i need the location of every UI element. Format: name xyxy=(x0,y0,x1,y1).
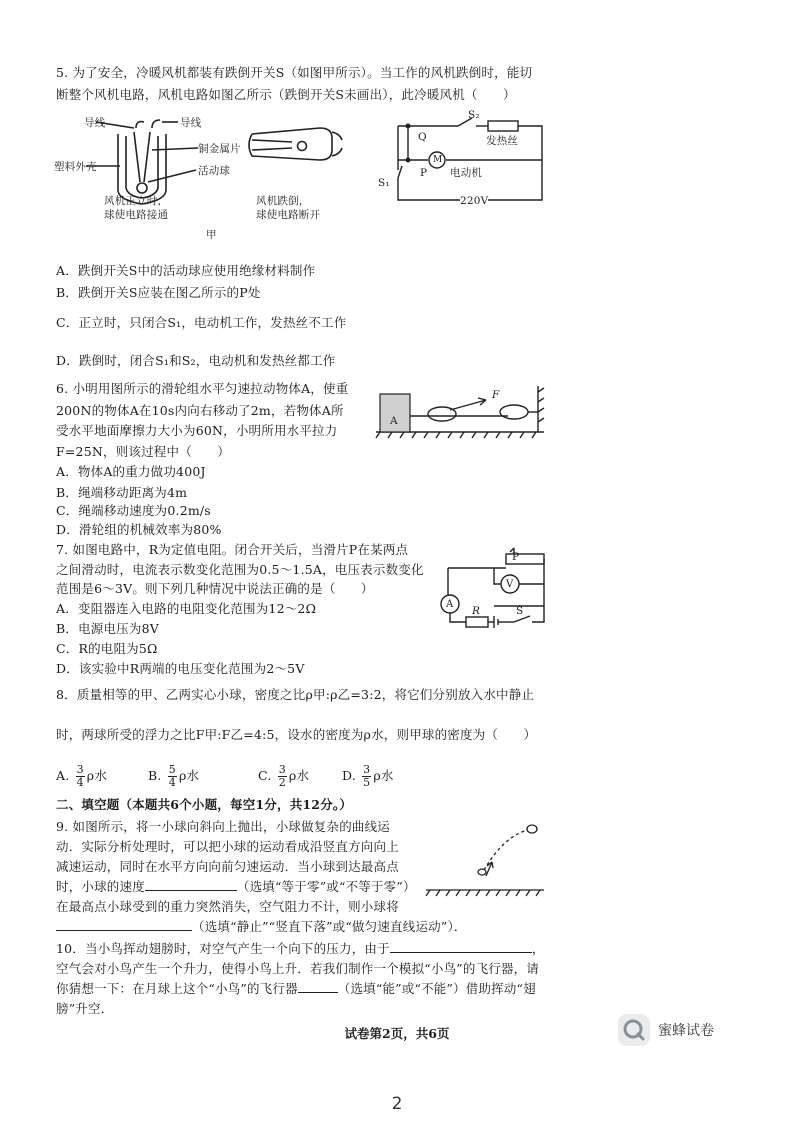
voltmeter-v: V xyxy=(506,579,514,590)
q8-option-c-rho: ρ水 xyxy=(288,768,310,783)
section-2-title: 二、填空题（本题共6个小题，每空1分，共12分。） xyxy=(56,797,353,812)
q8-option-c-fraction: $\frac{3}{2}$ xyxy=(278,763,286,789)
q6-option-b: B．绳端移动距离为4m xyxy=(56,485,188,500)
q8-option-a xyxy=(56,764,107,789)
q9-line-5: 在最高点小球受到的重力突然消失，空气阻力不计，则小球将 xyxy=(56,899,399,914)
q8-line-1: 8．质量相等的甲、乙两实心小球，密度之比ρ甲:ρ乙=3:2，将它们分别放入水中静止 xyxy=(56,687,535,702)
q6-line-1: 6. 小明用图所示的滑轮组水平匀速拉动物体A，使重 xyxy=(56,381,349,396)
q10-line-2: 空气会对小鸟产生一个升力，使得小鸟上升．若我们制作一个模拟“小鸟”的飞行器，请 xyxy=(56,961,540,976)
page-footer: 试卷第2页，共6页 xyxy=(344,1026,450,1041)
q6-line-4: F=25N，则该过程中（ ） xyxy=(56,444,230,459)
q8-option-b-rho: ρ水 xyxy=(178,768,200,783)
q9-blank-2[interactable] xyxy=(56,918,192,931)
q5-line-2: 断整个风机电路，风机电路如图乙所示（跌倒开关S未画出），此冷暖风机（ ） xyxy=(56,87,516,102)
brand-watermark xyxy=(618,1014,714,1046)
label-motor: 电动机 xyxy=(450,167,483,179)
q9-line-4-text: 时，小球的速度 xyxy=(56,879,145,894)
q5-option-a: A．跌倒开关S中的活动球应使用绝缘材料制作 xyxy=(56,263,316,278)
page-number: 2 xyxy=(391,1094,403,1114)
label-S2: S₂ xyxy=(468,109,480,121)
q8-option-a-letter: A. xyxy=(56,768,70,783)
q6-option-c: C．绳端移动速度为0.2m/s xyxy=(56,503,211,518)
label-moving-ball: 活动球 xyxy=(198,165,231,177)
caption-upright-2: 球使电路接通 xyxy=(104,209,169,221)
label-heating-wire: 发热丝 xyxy=(486,135,519,147)
q9-line-3: 减速运动，同时在水平方向向前匀速运动．当小球到达最高点 xyxy=(56,859,399,874)
q7-option-a: A．变阻器连入电路的电阻变化范围为12～2Ω xyxy=(56,601,317,616)
label-switch-s: S xyxy=(516,605,524,617)
q8-option-c-letter: C. xyxy=(258,768,272,783)
label-P: P xyxy=(420,167,428,179)
q10-line-1 xyxy=(56,940,545,958)
q9-line-1: 9. 如图所示，将一小球向斜向上抛出，小球做复杂的曲线运 xyxy=(56,819,391,834)
ammeter-a: A xyxy=(446,599,454,610)
q7-option-b: B．电源电压为8V xyxy=(56,621,159,636)
q6-option-d: D．滑轮组的机械效率为80% xyxy=(56,522,222,537)
q6-line-3: 受水平地面摩擦力大小为60N，小明所用水平拉力 xyxy=(56,423,338,438)
q9-line-4-suffix: （选填“等于零”或“不等于零”） xyxy=(236,879,416,894)
label-slider-p: P xyxy=(512,551,520,563)
q9-line-6-suffix: （选填“静止”“竖直下落”或“做匀速直线运动”）． xyxy=(192,919,467,934)
label-resistor-r: R xyxy=(472,605,481,617)
label-Q: Q xyxy=(418,131,427,143)
q5-line-1: 5. 为了安全，冷暖风机都装有跌倒开关S（如图甲所示）。当工作的风机跌倒时，能切 xyxy=(56,65,533,80)
q7-line-3: 范围是6～3V。则下列几种情况中说法正确的是（ ） xyxy=(56,581,374,596)
q7-option-d: D．该实验中R两端的电压变化范围为2～5V xyxy=(56,661,305,676)
q9-blank-1[interactable] xyxy=(145,878,237,891)
q8-option-b-letter: B. xyxy=(148,768,162,783)
q9-line-6 xyxy=(56,918,467,936)
q10-blank-2[interactable] xyxy=(298,980,338,993)
motor-symbol: M xyxy=(433,155,443,165)
q7-line-1: 7. 如图电路中，R为定值电阻。闭合开关后，当滑片P在某两点 xyxy=(56,542,409,557)
q10-blank-1[interactable] xyxy=(390,940,532,953)
label-wire-right: 导线 xyxy=(180,117,202,129)
figure-mark-jia: 甲 xyxy=(206,229,217,241)
q8-line-2: 时，两球所受的浮力之比F甲:F乙=4:5，设水的密度为ρ水，则甲球的密度为（ ） xyxy=(56,727,537,742)
q5-option-b: B．跌倒开关S应装在图乙所示的P处 xyxy=(56,285,261,300)
q8-option-d xyxy=(342,764,394,789)
q10-line-3-text: 你猜想一下：在月球上这个“小鸟”的飞行器 xyxy=(56,981,298,996)
q8-option-b xyxy=(148,764,199,789)
q10-line-1-suffix: ， xyxy=(531,941,545,956)
brand-logo-icon xyxy=(618,1014,650,1046)
q9-ball-figure xyxy=(424,818,546,898)
label-force-f: F xyxy=(492,389,500,401)
caption-upright-1: 风机正立时， xyxy=(104,195,169,207)
q7-option-c: C．R的电阻为5Ω xyxy=(56,641,158,656)
q8-option-d-fraction: $\frac{3}{5}$ xyxy=(363,763,371,789)
q7-line-2: 之间滑动时，电流表示数变化范围为0.5～1.5A，电压表示数变化 xyxy=(56,562,424,577)
q5-figure-jia xyxy=(56,112,356,242)
q5-option-d: D．跌倒时，闭合S₁和S₂，电动机和发热丝都工作 xyxy=(56,353,336,368)
q8-option-c xyxy=(258,764,309,789)
label-plastic-shell: 塑料外壳 xyxy=(54,161,97,173)
q6-option-a: A．物体A的重力做功400J xyxy=(56,464,206,479)
q5-circuit-yi xyxy=(380,108,550,212)
label-wire-left: 导线 xyxy=(84,117,106,129)
q9-line-2: 动．实际分析处理时，可以把小球的运动看成沿竖直方向向上 xyxy=(56,839,399,854)
label-S1: S₁ xyxy=(378,177,390,189)
q5-option-c: C．正立时，只闭合S₁，电动机工作，发热丝不工作 xyxy=(56,315,347,330)
caption-fallen-1: 风机跌倒， xyxy=(256,195,310,207)
q8-option-b-fraction: $\frac{5}{4}$ xyxy=(168,763,176,789)
label-object-a: A xyxy=(390,415,398,427)
q10-line-1-text: 10．当小鸟挥动翅膀时，对空气产生一个向下的压力，由于 xyxy=(56,941,390,956)
q8-option-d-letter: D. xyxy=(342,768,356,783)
label-220v: 220V xyxy=(460,195,489,207)
q9-line-4 xyxy=(56,878,416,896)
brand-name: 蜜蜂试卷 xyxy=(658,1023,714,1039)
q8-option-a-fraction: $\frac{3}{4}$ xyxy=(76,763,84,789)
q6-pulley-figure xyxy=(374,384,546,440)
q6-line-2: 200N的物体A在10s内向右移动了2m，若物体A所 xyxy=(56,403,344,418)
q10-line-3 xyxy=(56,980,536,998)
q7-circuit-figure xyxy=(434,546,550,630)
q8-option-d-rho: ρ水 xyxy=(373,768,394,783)
q8-option-a-rho: ρ水 xyxy=(86,768,108,783)
q10-line-3-suffix: （选填“能”或“不能”）借助挥动“翅 xyxy=(337,981,536,996)
q10-line-4: 膀”升空． xyxy=(56,1001,114,1016)
label-copper-plate: 铜金属片 xyxy=(198,143,241,155)
caption-fallen-2: 球使电路断开 xyxy=(256,209,321,221)
